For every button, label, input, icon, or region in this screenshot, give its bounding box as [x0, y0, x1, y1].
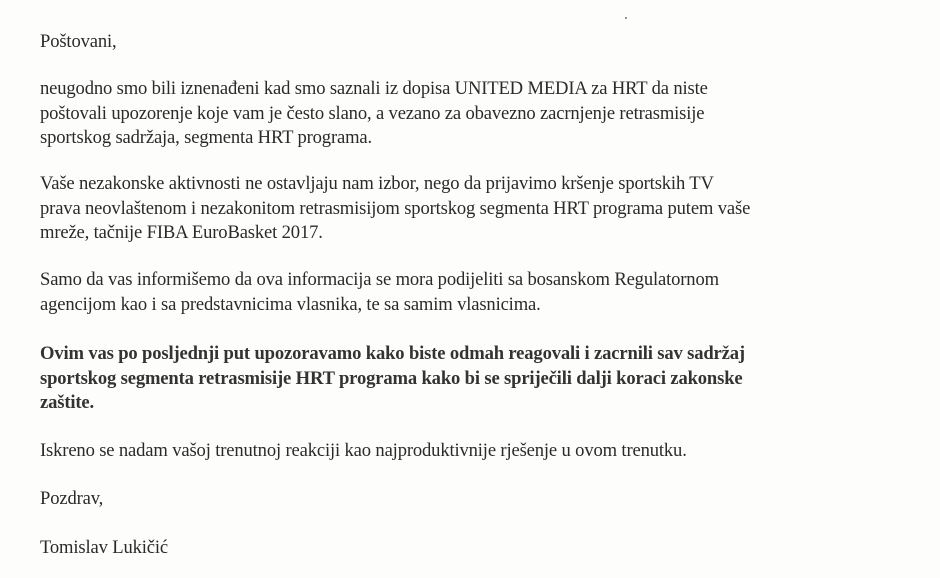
letter-closing: Pozdrav, — [40, 488, 104, 509]
letter-signature: Tomislav Lukičić — [40, 537, 168, 558]
letter-paragraph-4: Iskreno se nadam vašoj trenutnoj reakciji kao najproduktivnije rješenje u ovom trenutku. — [40, 440, 687, 461]
letter-paragraph-2: Vaše nezakonske aktivnosti ne ostavljaju nam izbor, nego da prijavimo kršenje sportskih TV prava neovlaštenom i nezakonitom retrasmisijom sportskog segmenta HRT programa putem vaše mreže, tačnije FIBA EuroBasket 2017. — [40, 173, 751, 243]
scan-speck — [625, 17, 627, 19]
letter-warning-paragraph: Ovim vas po posljednji put upozoravamo kako biste odmah reagovali i zacrnili sav sadržaj sportskog segmenta retrasmisije HRT programa kako bi se spriječili dalji koraci zakonske zaštite. — [40, 343, 745, 413]
letter-salutation: Poštovani, — [40, 31, 117, 52]
letter-paragraph-1: neugodno smo bili iznenađeni kad smo saznali iz dopisa UNITED MEDIA za HRT da niste poštovali upozorenje koje vam je često slano, a vezano za obavezno zacrnjenje retrasmisije sportskog sadržaja, segmenta HRT programa. — [40, 78, 708, 148]
letter-paragraph-3: Samo da vas informišemo da ova informacija se mora podijeliti sa bosanskom Regulatornom agencijom kao i sa predstavnicima vlasnika, te sa samim vlasnicima. — [40, 269, 719, 315]
